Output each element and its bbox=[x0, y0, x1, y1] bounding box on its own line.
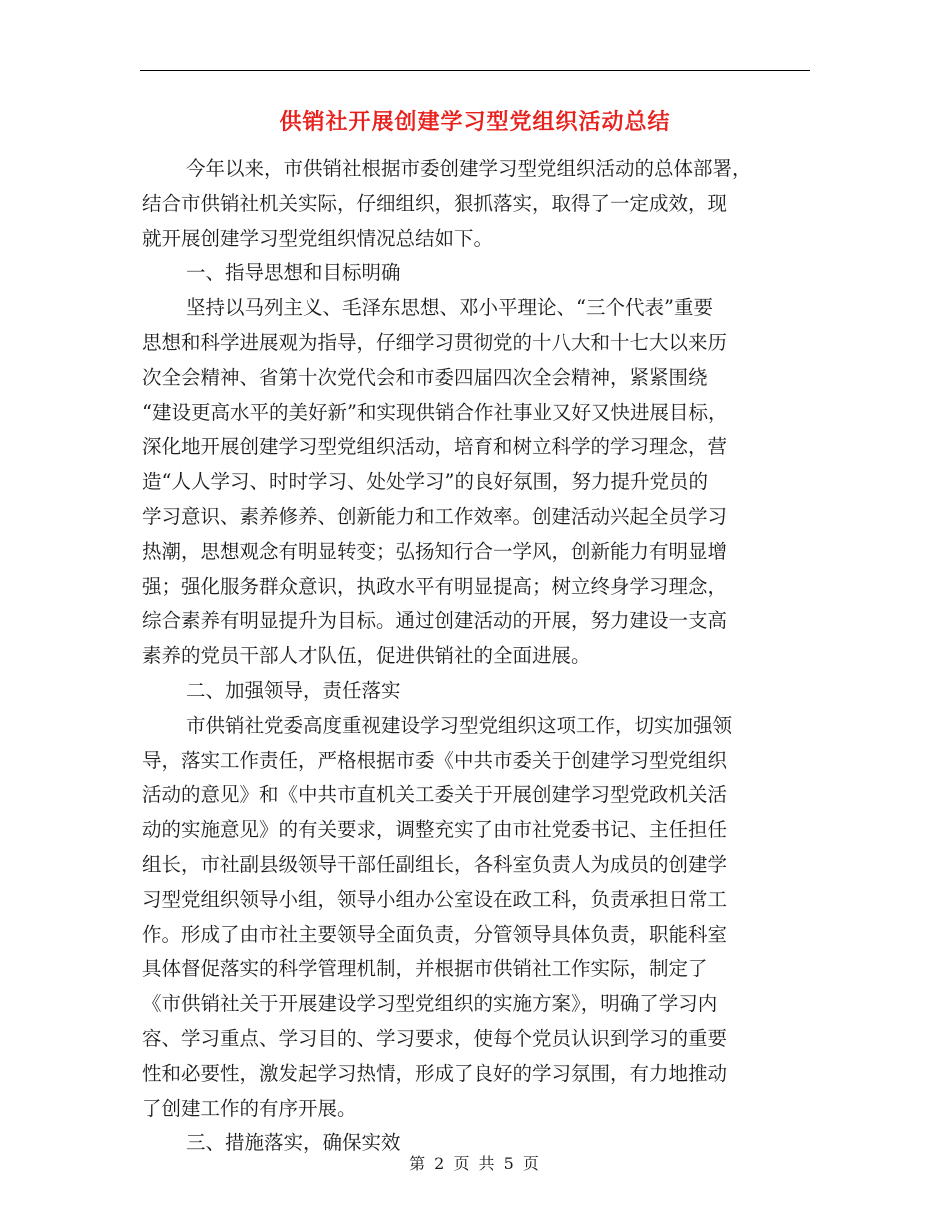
text-line: 热潮，思想观念有明显转变；弘扬知行合一学风，创新能力有明显增 bbox=[142, 539, 728, 563]
text-line: 次全会精神、省第十次党代会和市委四届四次全会精神，紧紧围绕 bbox=[142, 365, 708, 389]
text-line: 思想和科学进展观为指导，仔细学习贯彻党的十八大和十七大以来历 bbox=[142, 330, 728, 354]
text-line: 强；强化服务群众意识，执政水平有明显提高；树立终身学习理念， bbox=[142, 574, 728, 598]
text-line: 活动的意见》和《中共市直机关工委关于开展创建学习型党政机关活 bbox=[142, 783, 728, 807]
document-body bbox=[142, 152, 810, 1161]
text-line: 导，落实工作责任，严格根据市委《中共市委关于创建学习型党组织 bbox=[142, 748, 728, 772]
text-line: 造“人人学习、时时学习、处处学习”的良好氛围，努力提升党员的 bbox=[142, 470, 708, 494]
text-line: 今年以来，市供销社根据市委创建学习型党组织活动的总体部署， bbox=[186, 157, 752, 180]
text-line: 组长，市社副县级领导干部任副组长，各科室负责人为成员的创建学 bbox=[142, 852, 728, 876]
text-line: 深化地开展创建学习型党组织活动，培育和树立科学的学习理念，营 bbox=[142, 435, 728, 459]
text-line: 三、措施落实，确保实效 bbox=[186, 1131, 401, 1155]
text-line: 结合市供销社机关实际，仔细组织，狠抓落实，取得了一定成效，现 bbox=[142, 191, 728, 215]
text-line: 市供销社党委高度重视建设学习型党组织这项工作，切实加强领 bbox=[186, 713, 733, 737]
text-line: 习型党组织领导小组，领导小组办公室设在政工科，负责承担日常工 bbox=[142, 887, 728, 911]
text-line: “建设更高水平的美好新”和实现供销合作社事业又好又快进展目标， bbox=[142, 400, 728, 424]
text-line: 一、指导思想和目标明确 bbox=[186, 261, 401, 285]
header-rule bbox=[140, 70, 810, 71]
text-line: 学习意识、素养修养、创新能力和工作效率。创建活动兴起全员学习 bbox=[142, 504, 728, 528]
text-line: 具体督促落实的科学管理机制，并根据市供销社工作实际，制定了 bbox=[142, 957, 708, 981]
text-line: 素养的党员干部人才队伍，促进供销社的全面进展。 bbox=[142, 644, 591, 668]
text-line: 就开展创建学习型党组织情况总结如下。 bbox=[142, 226, 494, 250]
text-line: 容、学习重点、学习目的、学习要求，使每个党员认识到学习的重要 bbox=[142, 1026, 728, 1050]
text-line: 性和必要性，激发起学习热情，形成了良好的学习氛围，有力地推动 bbox=[142, 1061, 728, 1085]
text-line: 了创建工作的有序开展。 bbox=[142, 1096, 357, 1120]
text-line: 综合素养有明显提升为目标。通过创建活动的开展，努力建设一支高 bbox=[142, 609, 728, 633]
text-line: 二、加强领导，责任落实 bbox=[186, 678, 401, 702]
text-line: 动的实施意见》的有关要求，调整充实了由市社党委书记、主任担任 bbox=[142, 818, 728, 842]
document-title: 供销社开展创建学习型党组织活动总结 bbox=[279, 110, 671, 135]
page-number: 第 2 页 共 5 页 bbox=[409, 1154, 541, 1173]
text-line: 《市供销社关于开展建设学习型党组织的实施方案》，明确了学习内 bbox=[142, 992, 718, 1016]
text-line: 作。形成了由市社主要领导全面负责，分管领导具体负责，职能科室 bbox=[142, 922, 728, 946]
text-line: 坚持以马列主义、毛泽东思想、邓小平理论、“三个代表”重要 bbox=[186, 296, 713, 320]
